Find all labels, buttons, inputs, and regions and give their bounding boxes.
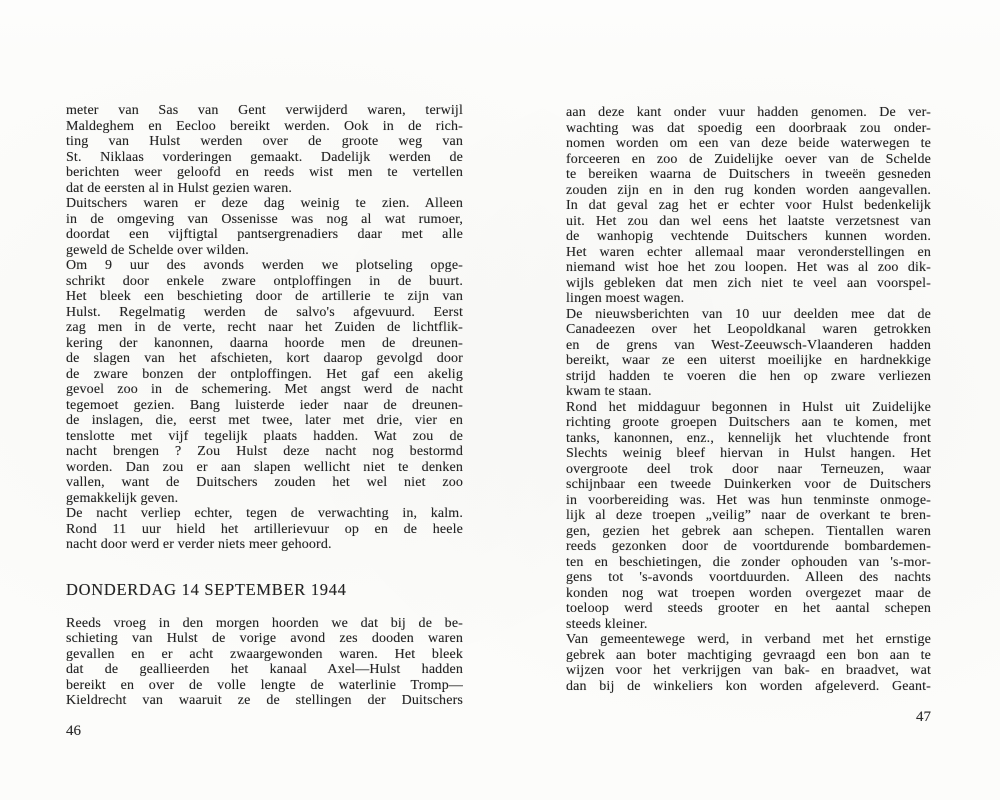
text-line: Duitschers waren er deze dag weinig te zien. Alleen — [66, 196, 463, 211]
text-line: dat de eersten al in Hulst gezien waren. — [66, 180, 293, 196]
text-line: geweld de Schelde over wilden. — [66, 242, 249, 258]
page-number-left: 46 — [66, 723, 81, 739]
text-line: in voorbereiding was. Het was hun tenminste onmoge- — [566, 492, 931, 508]
text-line: gevoel zoo in de schemering. Met angst werd de nacht — [66, 382, 463, 397]
text-line: wachting was dat spoedig een doorbraak zou onder- — [566, 120, 931, 136]
paragraph — [66, 616, 463, 709]
text-line: gen, gezien het gebrek aan schepen. Tientallen waren — [566, 523, 931, 539]
section-heading: DONDERDAG 14 SEPTEMBER 1944 — [66, 579, 347, 599]
text-line: wijzen voor het verkrijgen van bak- en braadvet, wat — [566, 663, 931, 678]
text-line: gens tot 's-avonds voortduurden. Alleen des nachts — [566, 570, 931, 585]
text-line: kering der kanonnen, daarna hoorde men de dreunen- — [66, 335, 463, 351]
text-line: lingen moest wagen. — [566, 291, 685, 306]
text-line: schijnbaar een tweede Duinkerken voor de Duitschers — [566, 477, 931, 492]
text-line: berichten weer geloofd en reeds wist men te vertellen — [66, 165, 463, 180]
text-line: De nieuwsberichten van 10 uur deelden mee dat de — [566, 306, 931, 322]
text-line: bereikt en over de volle lengte de waterlinie Tromp— — [66, 677, 463, 693]
text-line: nacht brengen ? Zou Hulst deze nacht nog bestormd — [66, 444, 463, 459]
text-line: zag men in de verte, recht naar het Zuiden de lichtflik- — [66, 320, 463, 335]
text-line: nomen worden om een van deze beide waterwegen te — [566, 136, 931, 151]
text-line: Slechts weinig bleef hiervan in Hulst hangen. Het — [566, 446, 931, 461]
text-line: richting groote groepen Duitschers aan te komen, met — [566, 415, 931, 430]
paragraph — [66, 103, 463, 196]
text-line: Kieldrecht van waaruit ze de stellingen der Duitschers — [66, 693, 463, 708]
paragraph — [566, 105, 931, 307]
text-line: nacht door werd er verder niets meer gehoord. — [66, 537, 332, 552]
text-line: gevallen en er acht zwaargewonden waren. Het bleek — [66, 646, 463, 662]
text-line: lijk al deze troepen „veilig” naar de overkant te bren- — [566, 508, 931, 523]
page-number-right: 47 — [916, 709, 931, 725]
text-line: Het waren echter allemaal maar veronderstellingen en — [566, 244, 931, 260]
text-line: de zware bonzen der ontploffingen. Het gaf een akelig — [66, 366, 463, 382]
paragraph — [66, 196, 463, 258]
text-line: Om 9 uur des avonds werden we plotseling opge- — [66, 258, 463, 273]
text-line: Het bleek een beschieting door de artillerie te zijn van — [66, 289, 463, 304]
text-line: Reeds vroeg in den morgen hoorden we dat bij de be- — [66, 615, 463, 631]
paragraph — [66, 258, 463, 506]
text-line: konden nog wat troepen worden overgezet maar de — [566, 585, 931, 601]
text-line: schrikt door enkele zware ontploffingen in de buurt. — [66, 273, 463, 289]
text-line: de inslagen, die, eerst met twee, later met drie, vier en — [66, 413, 463, 428]
text-line: tenslotte met vijf tegelijk plaats hadden. Wat zou de — [66, 428, 463, 444]
text-line: De nacht verliep echter, tegen de verwachting in, kalm. — [66, 506, 463, 521]
text-line: Hulst. Regelmatig werden de salvo's afgevuurd. Eerst — [66, 304, 463, 320]
text-line: doordat een vijftigtal pantsergrenadiers daar met alle — [66, 227, 463, 242]
text-line: Canadeezen over het Leopoldkanal waren getrokken — [566, 322, 931, 337]
text-line: ten en beschietingen, die zonder ophouden van 's-mor- — [566, 554, 931, 570]
text-line: schieting van Hulst de vorige avond zes dooden waren — [66, 631, 463, 646]
text-line: bereikt, waar ze een uiterst moeilijke en hardnekkige — [566, 353, 931, 368]
text-line: St. Niklaas vorderingen gemaakt. Dadelijk werden de — [66, 149, 463, 165]
text-line: Maldeghem en Eecloo bereikt werden. Ook in de rich- — [66, 118, 463, 134]
text-line: in de omgeving van Ossenisse was nog al wat rumoer, — [66, 211, 463, 227]
text-line: reeds gezonken door de voortdurende bombardemen- — [566, 539, 931, 554]
text-line: toeloop werd steeds grooter en het aantal schepen — [566, 601, 931, 616]
text-line: Van gemeentewege werd, in verband met het ernstige — [566, 632, 931, 647]
page-right-text-column — [566, 105, 931, 694]
text-line: overgroote deel trok door naar Terneuzen, waar — [566, 461, 931, 477]
text-line: forceeren en zoo de Zuidelijke oever van de Schelde — [566, 151, 931, 167]
paragraph — [566, 632, 931, 694]
text-line: gebrek aan boter machtiging gevraagd een bon aan te — [566, 647, 931, 663]
text-line: meter van Sas van Gent verwijderd waren, terwijl — [66, 103, 463, 118]
text-line: kwam te staan. — [566, 384, 652, 399]
paragraph — [566, 307, 931, 400]
text-line: de wanhopig vechtende Duitschers kunnen worden. — [566, 229, 931, 244]
text-line: de slagen van het afschieten, kort daarop gevolgd door — [66, 351, 463, 366]
text-line: te bereiken waarna de Duitschers in tweeën gesneden — [566, 167, 931, 182]
text-line: steeds kleiner. — [566, 616, 648, 632]
text-line: dat de geallieerden het kanaal Axel—Hulst hadden — [66, 662, 463, 677]
paragraph — [566, 400, 931, 633]
text-line: aan deze kant onder vuur hadden genomen. De ver- — [566, 105, 931, 120]
text-line: tanks, kanonnen, enz., kennelijk het vluchtende front — [566, 430, 931, 446]
paragraph — [66, 506, 463, 553]
text-line: ting van Hulst werden over de groote weg van — [66, 134, 463, 149]
text-line: gemakkelijk geven. — [66, 490, 179, 506]
page-left-text-column — [66, 103, 463, 709]
text-line: In dat geval zag het er echter voor Hulst bedenkelijk — [566, 198, 931, 213]
text-line: tegemoet gezien. Bang luisterde ieder naar de dreunen- — [66, 397, 463, 413]
text-line: en de grens van West-Zeeuwsch-Vlaanderen hadden — [566, 337, 931, 353]
text-line: worden. Dan zou er aan slapen wellicht niet te denken — [66, 459, 463, 475]
text-line: wijls gebleken dat men zich niet te veel aan voorspel- — [566, 275, 931, 291]
text-line: vallen, want de Duitschers zouden het wel niet zoo — [66, 475, 463, 490]
text-line: Rond het middaguur begonnen in Hulst uit Zuidelijke — [566, 399, 931, 415]
text-line: dan bij de winkeliers kon worden afgeleverd. Geant- — [566, 678, 931, 694]
text-line: zouden zijn en in den rug konden worden aangevallen. — [566, 182, 931, 198]
text-line: niemand wist hoe het zou loopen. Het was al zoo dik- — [566, 260, 931, 275]
text-line: strijd hadden te voeren die hen op zware verliezen — [566, 368, 931, 384]
text-line: Rond 11 uur hield het artillerievuur op en de heele — [66, 521, 463, 537]
text-line: uit. Het zou dan wel eens het laatste verzetsnest van — [566, 213, 931, 229]
